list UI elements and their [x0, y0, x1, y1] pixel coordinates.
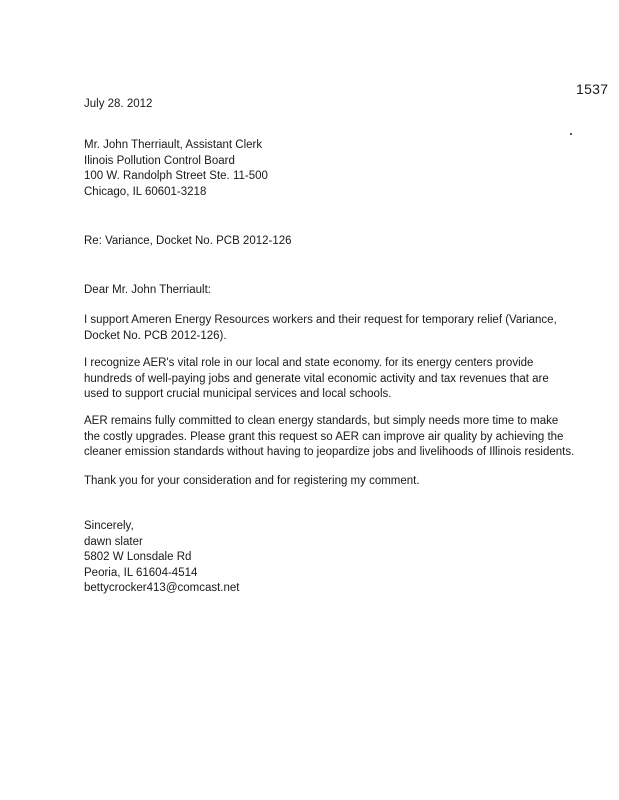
- scan-speck: [570, 133, 572, 135]
- paragraph-request: [84, 414, 594, 461]
- signer-email: bettycrocker413@comcast.net: [84, 582, 240, 594]
- recipient-line-3: 100 W. Randolph Street Ste. 11-500: [84, 170, 268, 182]
- letter-date: July 28. 2012: [84, 98, 153, 110]
- paragraph-support: [84, 313, 594, 344]
- recipient-line-4: Chicago, IL 60601-3218: [84, 185, 207, 198]
- closing: Sincerely,: [84, 520, 134, 532]
- paragraph-line: Thank you for your consideration and for registering my comment.: [84, 475, 420, 487]
- recipient-line-1: Mr. John Therriault, Assistant Clerk: [84, 139, 263, 151]
- paragraph-line: I support Ameren Energy Resources workers and their request for temporary relief (Variance,: [84, 314, 557, 326]
- paragraph-line: hundreds of well-paying jobs and generate vital economic activity and tax revenues that are: [84, 372, 549, 385]
- signer-city: Peoria, IL 61604-4514: [84, 566, 198, 579]
- signer-street: 5802 W Lonsdale Rd: [84, 551, 192, 563]
- recipient-address: [84, 138, 268, 200]
- paragraph-line: Docket No. PCB 2012-126).: [84, 329, 227, 342]
- paragraph-line: cleaner emission standards without having to jeopardize jobs and livelihoods of Illinois residents.: [84, 446, 575, 458]
- subject-line: Re: Variance, Docket No. PCB 2012-126: [84, 235, 292, 247]
- paragraph-line: I recognize AER's vital role in our local and state economy. for its energy centers provide: [84, 357, 534, 369]
- paragraph-economy: [84, 356, 594, 403]
- paragraph-line: AER remains fully committed to clean energy standards, but simply needs more time to make: [84, 415, 559, 427]
- signer-name: dawn slater: [84, 535, 143, 548]
- salutation: Dear Mr. John Therriault:: [84, 284, 211, 296]
- paragraph-line: used to support crucial municipal services and local schools.: [84, 388, 392, 400]
- signature-block: [84, 519, 240, 597]
- paragraph-line: the costly upgrades. Please grant this request so AER can improve air quality by achieving the: [84, 430, 564, 443]
- page-number: 1537: [576, 81, 609, 97]
- recipient-line-2: Ilinois Pollution Control Board: [84, 154, 235, 167]
- paragraph-thanks: [84, 474, 594, 490]
